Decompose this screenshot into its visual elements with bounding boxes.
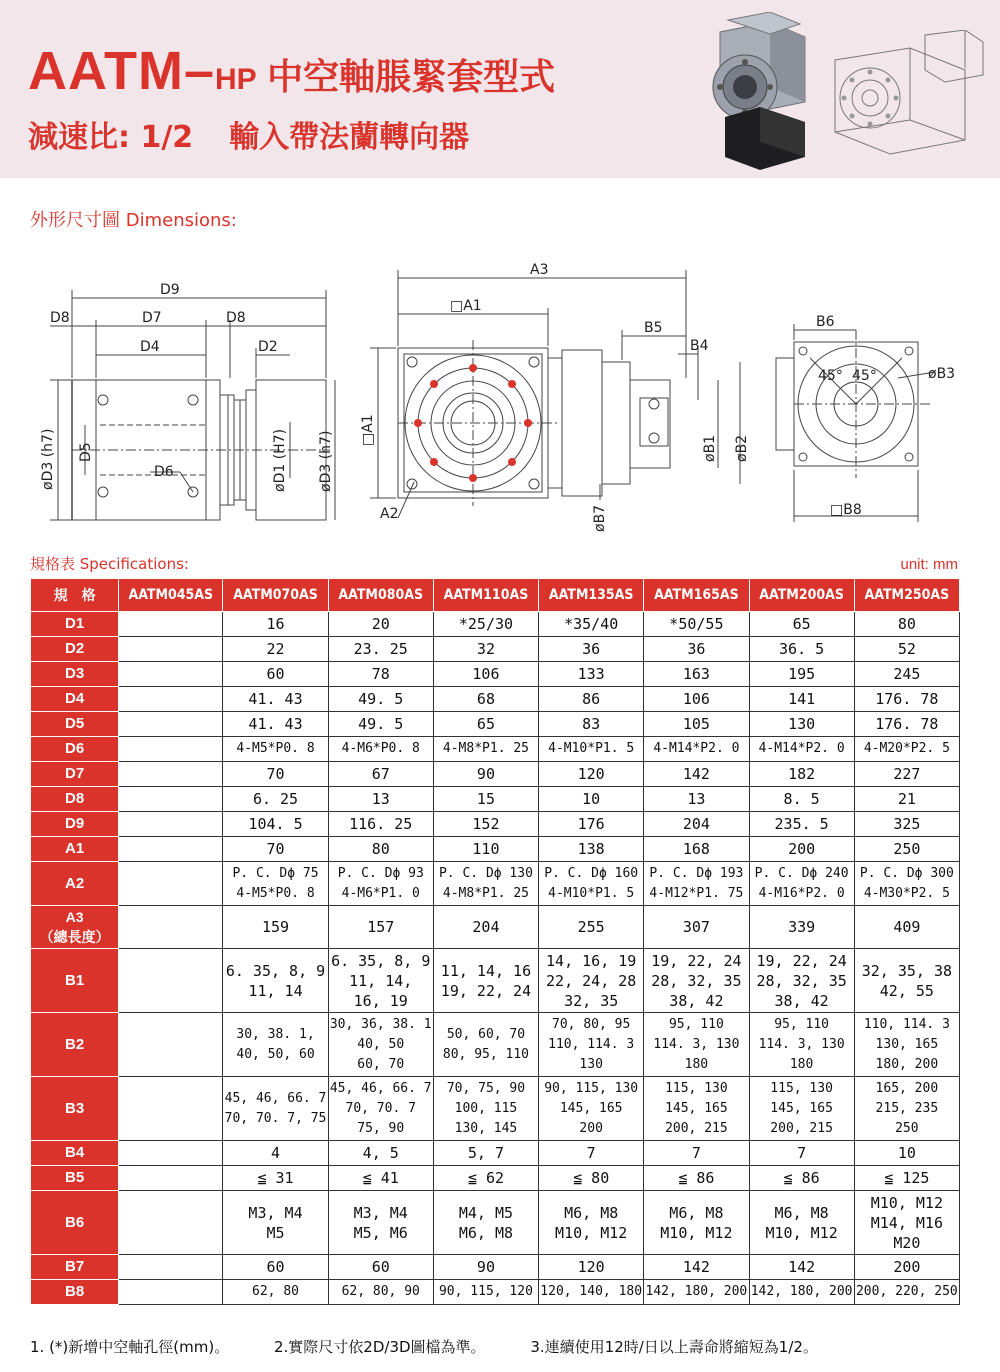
table-cell: 36 — [644, 637, 749, 662]
table-cell — [119, 1191, 223, 1255]
table-cell: 110 — [433, 837, 538, 862]
table-row — [31, 1255, 960, 1280]
table-cell: P. C. Dϕ 240 4-M16*P2. 0 — [749, 862, 854, 906]
table-cell: 86 — [539, 687, 644, 712]
table-cell: 60 — [223, 1255, 328, 1280]
table-cell: 120 — [539, 762, 644, 787]
table-cell: 115, 130 145, 165 200, 215 — [749, 1077, 854, 1141]
table-cell: 62, 80 — [223, 1280, 328, 1305]
subtitle — [28, 112, 469, 156]
row-label: B2 — [31, 1013, 119, 1077]
table-cell — [119, 1166, 223, 1191]
label-d2: D2 — [258, 339, 278, 355]
table-cell: *25/30 — [433, 612, 538, 637]
table-cell — [119, 687, 223, 712]
table-cell: 15 — [433, 787, 538, 812]
table-cell — [119, 949, 223, 1013]
table-cell — [119, 1255, 223, 1280]
table-cell: 4-M14*P2. 0 — [644, 737, 749, 762]
table-cell: 10 — [539, 787, 644, 812]
table-cell — [119, 1013, 223, 1077]
table-cell: 163 — [644, 662, 749, 687]
table-cell: 106 — [644, 687, 749, 712]
table-cell: M3, M4 M5 — [223, 1191, 328, 1255]
table-cell: M3, M4 M5, M6 — [328, 1191, 433, 1255]
table-cell: 176. 78 — [854, 687, 959, 712]
row-label: D9 — [31, 812, 119, 837]
table-cell: P. C. Dϕ 300 4-M30*P2. 5 — [854, 862, 959, 906]
title-hp: HP — [215, 63, 257, 96]
table-cell: M6, M8 M10, M12 — [539, 1191, 644, 1255]
row-label: B3 — [31, 1077, 119, 1141]
table-cell: 235. 5 — [749, 812, 854, 837]
table-cell: 4, 5 — [328, 1141, 433, 1166]
table-cell: P. C. Dϕ 193 4-M12*P1. 75 — [644, 862, 749, 906]
table-cell: 245 — [854, 662, 959, 687]
label-d3-right: øD3 (h7) — [318, 430, 334, 492]
table-cell: ≦ 86 — [749, 1166, 854, 1191]
table-cell — [119, 1077, 223, 1141]
table-cell: ≦ 31 — [223, 1166, 328, 1191]
table-row — [31, 1280, 960, 1305]
table-cell: 6. 25 — [223, 787, 328, 812]
table-cell: 182 — [749, 762, 854, 787]
table-cell: 165, 200 215, 235 250 — [854, 1077, 959, 1141]
table-cell: 62, 80, 90 — [328, 1280, 433, 1305]
table-cell: 36. 5 — [749, 637, 854, 662]
table-cell: 120 — [539, 1255, 644, 1280]
row-label: D5 — [31, 712, 119, 737]
table-cell: 200 — [749, 837, 854, 862]
table-cell: 70, 75, 90 100, 115 130, 145 — [433, 1077, 538, 1141]
table-cell: 200 — [854, 1255, 959, 1280]
label-d7: D7 — [142, 310, 162, 326]
row-label: A3 （總長度） — [31, 906, 119, 949]
label-b6: B6 — [816, 314, 835, 330]
table-row — [31, 687, 960, 712]
table-row — [31, 712, 960, 737]
table-cell: 168 — [644, 837, 749, 862]
table-cell: 19, 22, 24 28, 32, 35 38, 42 — [644, 949, 749, 1013]
row-label: A2 — [31, 862, 119, 906]
table-cell: 60 — [223, 662, 328, 687]
header-cell: AATM165AS — [644, 579, 749, 612]
label-a1: □A1 — [450, 298, 482, 314]
table-cell — [119, 737, 223, 762]
label-d8-left: D8 — [50, 310, 70, 326]
table-cell: M10, M12 M14, M16 M20 — [854, 1191, 959, 1255]
table-row — [31, 837, 960, 862]
table-cell: 50, 60, 70 80, 95, 110 — [433, 1013, 538, 1077]
table-row — [31, 1013, 960, 1077]
table-cell — [119, 612, 223, 637]
title-dash: – — [183, 41, 216, 101]
table-cell: 7 — [749, 1141, 854, 1166]
table-cell: 90 — [433, 1255, 538, 1280]
table-cell: 70 — [223, 837, 328, 862]
dimension-drawing — [0, 250, 1000, 540]
table-row — [31, 949, 960, 1013]
table-row — [31, 812, 960, 837]
table-cell: ≦ 62 — [433, 1166, 538, 1191]
table-cell: 20 — [328, 612, 433, 637]
label-a2: A2 — [380, 506, 399, 522]
table-cell: 49. 5 — [328, 712, 433, 737]
table-row — [31, 1191, 960, 1255]
table-cell: 6. 35, 8, 9 11, 14, 16, 19 — [328, 949, 433, 1013]
table-row — [31, 906, 960, 949]
table-cell: ≦ 86 — [644, 1166, 749, 1191]
table-cell: 152 — [433, 812, 538, 837]
table-cell — [119, 712, 223, 737]
title-chinese: 中空軸脹緊套型式 — [267, 57, 556, 98]
table-cell: 120, 140, 180 — [539, 1280, 644, 1305]
table-cell: 4-M5*P0. 8 — [223, 737, 328, 762]
table-cell: 21 — [854, 787, 959, 812]
specs-heading: 規格表 Specifications: — [30, 555, 189, 573]
header-cell: AATM070AS — [223, 579, 328, 612]
table-cell: 30, 36, 38. 1 40, 50 60, 70 — [328, 1013, 433, 1077]
table-cell: 4-M20*P2. 5 — [854, 737, 959, 762]
header-cell: AATM135AS — [539, 579, 644, 612]
row-label: B4 — [31, 1141, 119, 1166]
table-cell: 19, 22, 24 28, 32, 35 38, 42 — [749, 949, 854, 1013]
table-cell: 138 — [539, 837, 644, 862]
table-cell: 90, 115, 120 — [433, 1280, 538, 1305]
unit-label: unit: mm — [900, 556, 958, 573]
table-cell: 142 — [749, 1255, 854, 1280]
table-cell — [119, 1280, 223, 1305]
table-row — [31, 762, 960, 787]
table-cell: 4-M8*P1. 25 — [433, 737, 538, 762]
label-d3-left: øD3 (h7) — [40, 428, 56, 490]
table-cell: 65 — [749, 612, 854, 637]
table-cell: ≦ 125 — [854, 1166, 959, 1191]
table-cell: 157 — [328, 906, 433, 949]
label-d6: D6 — [154, 464, 174, 480]
label-b1: øB1 — [702, 434, 718, 462]
table-cell: ≦ 41 — [328, 1166, 433, 1191]
table-cell — [119, 906, 223, 949]
subtitle-ratio: 減速比: 1/2 — [28, 120, 194, 155]
table-cell: 80 — [328, 837, 433, 862]
table-cell: *50/55 — [644, 612, 749, 637]
table-cell: 104. 5 — [223, 812, 328, 837]
table-cell: 78 — [328, 662, 433, 687]
table-cell: 7 — [644, 1141, 749, 1166]
table-cell — [119, 812, 223, 837]
product-line-drawing — [815, 30, 985, 160]
label-b8: □B8 — [830, 502, 862, 518]
table-cell: 176. 78 — [854, 712, 959, 737]
table-cell: 13 — [328, 787, 433, 812]
table-cell: 142 — [644, 1255, 749, 1280]
table-cell: 142 — [644, 762, 749, 787]
spec-table — [30, 578, 960, 1305]
row-label: D4 — [31, 687, 119, 712]
label-d4: D4 — [140, 339, 160, 355]
table-cell: 141 — [749, 687, 854, 712]
table-cell — [119, 1141, 223, 1166]
header-banner — [0, 0, 1000, 178]
dimensions-heading: 外形尺寸圖 Dimensions: — [30, 210, 237, 231]
table-cell: 70 — [223, 762, 328, 787]
table-cell: P. C. Dϕ 130 4-M8*P1. 25 — [433, 862, 538, 906]
table-cell: 70, 80, 95 110, 114. 3 130 — [539, 1013, 644, 1077]
label-d5: D5 — [78, 442, 94, 462]
table-row — [31, 662, 960, 687]
table-cell: 339 — [749, 906, 854, 949]
label-d9: D9 — [160, 282, 180, 298]
table-cell: 22 — [223, 637, 328, 662]
table-row — [31, 862, 960, 906]
label-b2: øB2 — [734, 434, 750, 462]
table-cell: 80 — [854, 612, 959, 637]
table-cell: 90, 115, 130 145, 165 200 — [539, 1077, 644, 1141]
subtitle-desc: 輸入帶法蘭轉向器 — [229, 120, 470, 155]
table-cell: 32, 35, 38 42, 55 — [854, 949, 959, 1013]
table-cell: 204 — [433, 906, 538, 949]
row-label: D6 — [31, 737, 119, 762]
table-cell: 32 — [433, 637, 538, 662]
footnote-2: 2.實際尺寸依2D/3D圖檔為準。 — [274, 1338, 486, 1356]
header-cell: AATM080AS — [328, 579, 433, 612]
row-label: D7 — [31, 762, 119, 787]
table-cell: 7 — [539, 1141, 644, 1166]
header-cell: AATM110AS — [433, 579, 538, 612]
table-cell: 106 — [433, 662, 538, 687]
footnote-1: 1. (*)新增中空軸孔徑(mm)。 — [30, 1338, 230, 1356]
table-cell: 41. 43 — [223, 712, 328, 737]
label-b3: øB3 — [928, 366, 956, 382]
table-cell: 95, 110 114. 3, 130 180 — [644, 1013, 749, 1077]
table-cell: 5, 7 — [433, 1141, 538, 1166]
header-cell: AATM250AS — [854, 579, 959, 612]
table-cell — [119, 662, 223, 687]
table-cell: 116. 25 — [328, 812, 433, 837]
header-cell: AATM200AS — [749, 579, 854, 612]
header-cell: AATM045AS — [119, 579, 223, 612]
table-cell: 13 — [644, 787, 749, 812]
table-cell: 4-M14*P2. 0 — [749, 737, 854, 762]
table-cell: 65 — [433, 712, 538, 737]
table-cell: 4-M6*P0. 8 — [328, 737, 433, 762]
table-cell — [119, 837, 223, 862]
row-label: B7 — [31, 1255, 119, 1280]
table-row — [31, 637, 960, 662]
table-row — [31, 1166, 960, 1191]
row-label: D2 — [31, 637, 119, 662]
table-cell: 204 — [644, 812, 749, 837]
table-cell: 45, 46, 66. 7 70, 70. 7 75, 90 — [328, 1077, 433, 1141]
label-a3: A3 — [530, 262, 549, 278]
table-cell: 23. 25 — [328, 637, 433, 662]
table-row — [31, 1141, 960, 1166]
table-cell: 60 — [328, 1255, 433, 1280]
table-cell: P. C. Dϕ 75 4-M5*P0. 8 — [223, 862, 328, 906]
spec-table-header — [31, 579, 960, 612]
label-angle-2: 45° — [852, 368, 877, 384]
table-cell: 14, 16, 19 22, 24, 28 32, 35 — [539, 949, 644, 1013]
table-cell: 133 — [539, 662, 644, 687]
table-row — [31, 612, 960, 637]
table-cell: 195 — [749, 662, 854, 687]
table-cell: 10 — [854, 1141, 959, 1166]
table-cell: 6. 35, 8, 9 11, 14 — [223, 949, 328, 1013]
table-cell — [119, 637, 223, 662]
table-cell: 130 — [749, 712, 854, 737]
title-model: AATM — [28, 41, 184, 101]
label-a1-vertical: □A1 — [360, 414, 376, 446]
table-cell — [119, 762, 223, 787]
table-cell: M6, M8 M10, M12 — [644, 1191, 749, 1255]
table-cell: 52 — [854, 637, 959, 662]
table-row — [31, 737, 960, 762]
table-cell: 176 — [539, 812, 644, 837]
table-cell: 49. 5 — [328, 687, 433, 712]
row-label: B5 — [31, 1166, 119, 1191]
table-cell: 36 — [539, 637, 644, 662]
table-cell: 250 — [854, 837, 959, 862]
table-row — [31, 787, 960, 812]
label-b4: B4 — [690, 338, 709, 354]
table-cell: 4 — [223, 1141, 328, 1166]
table-cell: 409 — [854, 906, 959, 949]
table-cell: 200, 220, 250 — [854, 1280, 959, 1305]
row-label: B8 — [31, 1280, 119, 1305]
table-cell: 115, 130 145, 165 200, 215 — [644, 1077, 749, 1141]
table-cell: 110, 114. 3 130, 165 180, 200 — [854, 1013, 959, 1077]
table-cell: 30, 38. 1, 40, 50, 60 — [223, 1013, 328, 1077]
table-row — [31, 1077, 960, 1141]
table-cell: 68 — [433, 687, 538, 712]
table-cell: 90 — [433, 762, 538, 787]
table-cell: 67 — [328, 762, 433, 787]
table-cell: M4, M5 M6, M8 — [433, 1191, 538, 1255]
footnotes — [30, 1336, 858, 1357]
table-cell: 307 — [644, 906, 749, 949]
row-label: D3 — [31, 662, 119, 687]
table-cell: M6, M8 M10, M12 — [749, 1191, 854, 1255]
row-label: B6 — [31, 1191, 119, 1255]
table-cell: 105 — [644, 712, 749, 737]
footnote-3: 3.連續使用12時/日以上壽命將縮短為1/2。 — [530, 1338, 818, 1356]
label-b5: B5 — [644, 320, 663, 336]
row-label: D8 — [31, 787, 119, 812]
table-cell: 159 — [223, 906, 328, 949]
row-label: D1 — [31, 612, 119, 637]
table-cell: 45, 46, 66. 7 70, 70. 7, 75 — [223, 1077, 328, 1141]
table-cell: 255 — [539, 906, 644, 949]
label-b7: øB7 — [592, 504, 608, 532]
table-cell: P. C. Dϕ 160 4-M10*P1. 5 — [539, 862, 644, 906]
table-cell: 4-M10*P1. 5 — [539, 737, 644, 762]
row-label: A1 — [31, 837, 119, 862]
table-cell: 83 — [539, 712, 644, 737]
table-cell: 16 — [223, 612, 328, 637]
table-cell — [119, 787, 223, 812]
table-cell: 95, 110 114. 3, 130 180 — [749, 1013, 854, 1077]
row-label: B1 — [31, 949, 119, 1013]
table-cell: ≦ 80 — [539, 1166, 644, 1191]
header-cell: 規 格 — [31, 579, 119, 612]
table-cell: 41. 43 — [223, 687, 328, 712]
label-d8-right: D8 — [226, 310, 246, 326]
page-title — [28, 40, 555, 102]
table-cell: 11, 14, 16 19, 22, 24 — [433, 949, 538, 1013]
table-cell: 325 — [854, 812, 959, 837]
table-cell — [119, 862, 223, 906]
table-cell: 142, 180, 200 — [749, 1280, 854, 1305]
label-angle-1: 45° — [818, 368, 843, 384]
label-d1: øD1 (H7) — [272, 428, 288, 492]
table-cell: 142, 180, 200 — [644, 1280, 749, 1305]
table-cell: 227 — [854, 762, 959, 787]
table-cell: *35/40 — [539, 612, 644, 637]
table-cell: P. C. Dϕ 93 4-M6*P1. 0 — [328, 862, 433, 906]
table-cell: 8. 5 — [749, 787, 854, 812]
product-photo — [700, 12, 820, 172]
